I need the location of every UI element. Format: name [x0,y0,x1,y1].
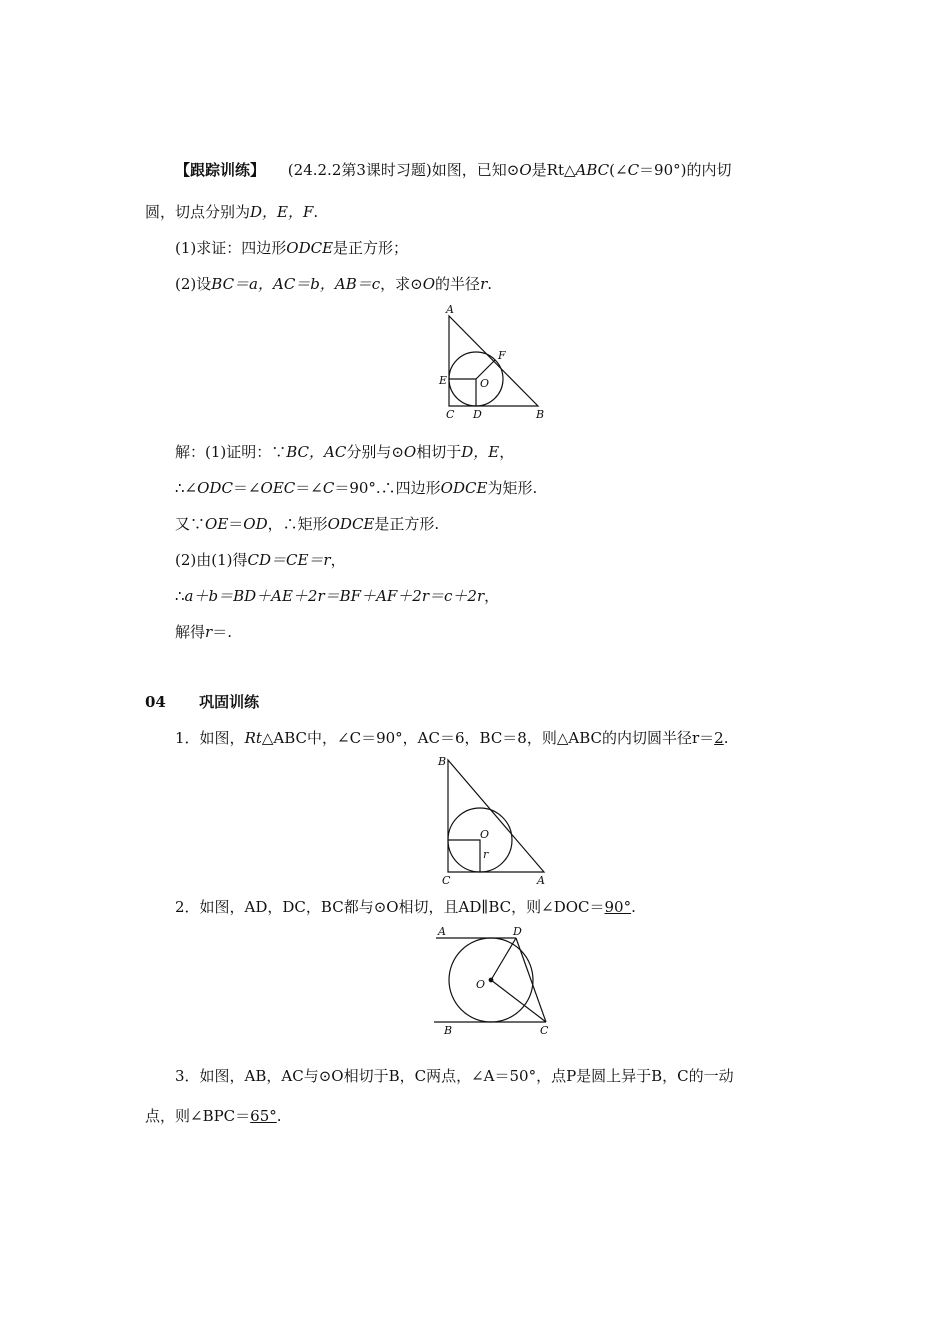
solution-var: OD [243,515,268,533]
center-dot [489,978,493,982]
question-text: 如图，AB，AC与⊙O相切于B，C两点，∠A＝50°，点P是圆上异于B，C的一动 [199,1067,734,1085]
solution-var: BC，AC [286,443,347,461]
solution-text: 解：(1)证明：∵ [175,443,287,461]
solution-text: ∴∠ [175,479,198,497]
solution-text: 分别与⊙ [346,443,404,461]
solution-line-4 [175,550,346,570]
solution-line-5 [175,586,499,606]
solution-var: ODCE [440,479,488,497]
follow-up-stem-line2 [145,202,318,222]
solution-text: ， [499,443,515,461]
solution-text: ，∴矩形 [267,515,328,533]
part-2 [175,274,492,294]
var-r: r [480,275,488,293]
part-1 [175,238,408,258]
part-text: 求证：四边形 [196,239,287,257]
label-f: F [498,349,506,362]
var-abc-eq: BC＝a，AC＝b，AB＝c [211,275,381,293]
question-var: Rt [244,729,262,747]
question-3-line-2 [145,1106,282,1126]
solution-text: 为矩形. [487,479,538,497]
solution-text: 解得 [175,623,206,641]
segment-oc [491,980,546,1022]
stem-text: (∠ [609,161,628,179]
figure-1-incircle [430,300,560,425]
label-d: D [473,408,482,421]
label-r: r [483,848,489,861]
solution-line-2 [175,478,537,498]
label-e: E [439,374,448,387]
solution-text: ， [484,587,500,605]
question-text: 如图， [199,729,245,747]
solution-text: (2)由(1)得 [175,551,248,569]
var-c: C [627,161,640,179]
question-text: 如图，AD，DC，BC都与⊙O相切，且AD∥BC，则∠DOC＝ [199,898,605,916]
label-b: B [536,408,545,421]
solution-line-6 [175,622,232,642]
question-text: . [631,898,636,916]
label-o: O [476,978,486,991]
solution-var: CD＝CE＝r [247,551,331,569]
stem-text: 如图，已知⊙ [431,161,520,179]
part-text: 设 [196,275,212,293]
solution-var: OEC [260,479,296,497]
label-c: C [442,874,451,887]
solution-var: a＋b＝BD＋AE＋2r＝BF＋AF＋2r＝c＋2r [184,587,485,605]
stem-text: ＝90°)的内切 [639,161,732,179]
solution-var: ODC [197,479,233,497]
question-1 [175,728,729,748]
follow-up-stem-line1 [175,160,732,180]
question-text: △ABC中，∠C＝90°，AC＝6，BC＝8，则△ABC的内切圆半径r＝ [261,729,715,747]
solution-var: OE [205,515,229,533]
var-odce: ODCE [286,239,334,257]
question-2 [175,897,636,917]
part-text: . [487,275,493,293]
solution-text: ＝∠ [232,479,261,497]
solution-line-3 [175,514,439,534]
question-text: 点，则∠BPC＝ [145,1107,251,1125]
section-number: 04 [145,693,166,711]
label-o: O [480,828,490,841]
source-ref: (24.2.2第3课时习题) [287,161,432,179]
solution-text: ＝∠ [295,479,323,497]
part-text: 的半径 [435,275,481,293]
part-text: ，求⊙ [380,275,423,293]
solution-text: 是正方形. [374,515,440,533]
solution-text: ＝. [212,623,232,641]
section-title: 巩固训练 [199,693,260,711]
follow-up-label: 【跟踪训练】 [175,161,266,179]
label-b: B [444,1024,453,1037]
solution-text: ∴ [175,587,185,605]
solution-var: C [322,479,335,497]
solution-text: ＝90°.∴四边形 [334,479,441,497]
solution-var: D，E [461,443,500,461]
question-text: . [276,1107,282,1125]
part-number: (2) [175,275,197,293]
label-a: A [537,874,545,887]
question-number: 3． [175,1067,200,1085]
answer-blank: 2 [714,729,724,747]
question-number: 2． [175,898,200,916]
var-def: D，E，F [250,203,314,221]
question-number: 1． [175,729,200,747]
figure-2-incircle [430,752,560,892]
question-text: . [723,729,729,747]
triangle-bca [448,760,544,872]
solution-var: O [403,443,417,461]
answer-blank: 90° [604,898,632,916]
var-o: O [519,161,532,179]
solution-text: ＝ [228,515,244,533]
solution-var: r [205,623,213,641]
label-a: A [438,925,446,938]
part-number: (1) [175,239,197,257]
section-heading [145,692,259,712]
solution-line-1 [175,442,514,462]
solution-var: ODCE [327,515,375,533]
answer-blank: 65° [250,1107,277,1125]
label-a: A [446,303,454,316]
label-c: C [540,1024,549,1037]
figure-3-tangent-lines [430,922,560,1040]
question-3-line-1 [175,1066,734,1086]
stem-text: 圆，切点分别为 [145,203,251,221]
stem-text: 是Rt△ [531,161,576,179]
segment-od [491,938,516,980]
stem-text: . [313,203,319,221]
label-b: B [438,755,447,768]
part-text: 是正方形； [333,239,409,257]
var-o: O [422,275,436,293]
label-d: D [513,925,522,938]
solution-text: 又∵ [175,515,206,533]
solution-text: ， [330,551,346,569]
solution-text: 相切于 [416,443,462,461]
var-abc: ABC [575,161,610,179]
label-o: O [480,377,490,390]
label-c: C [446,408,455,421]
